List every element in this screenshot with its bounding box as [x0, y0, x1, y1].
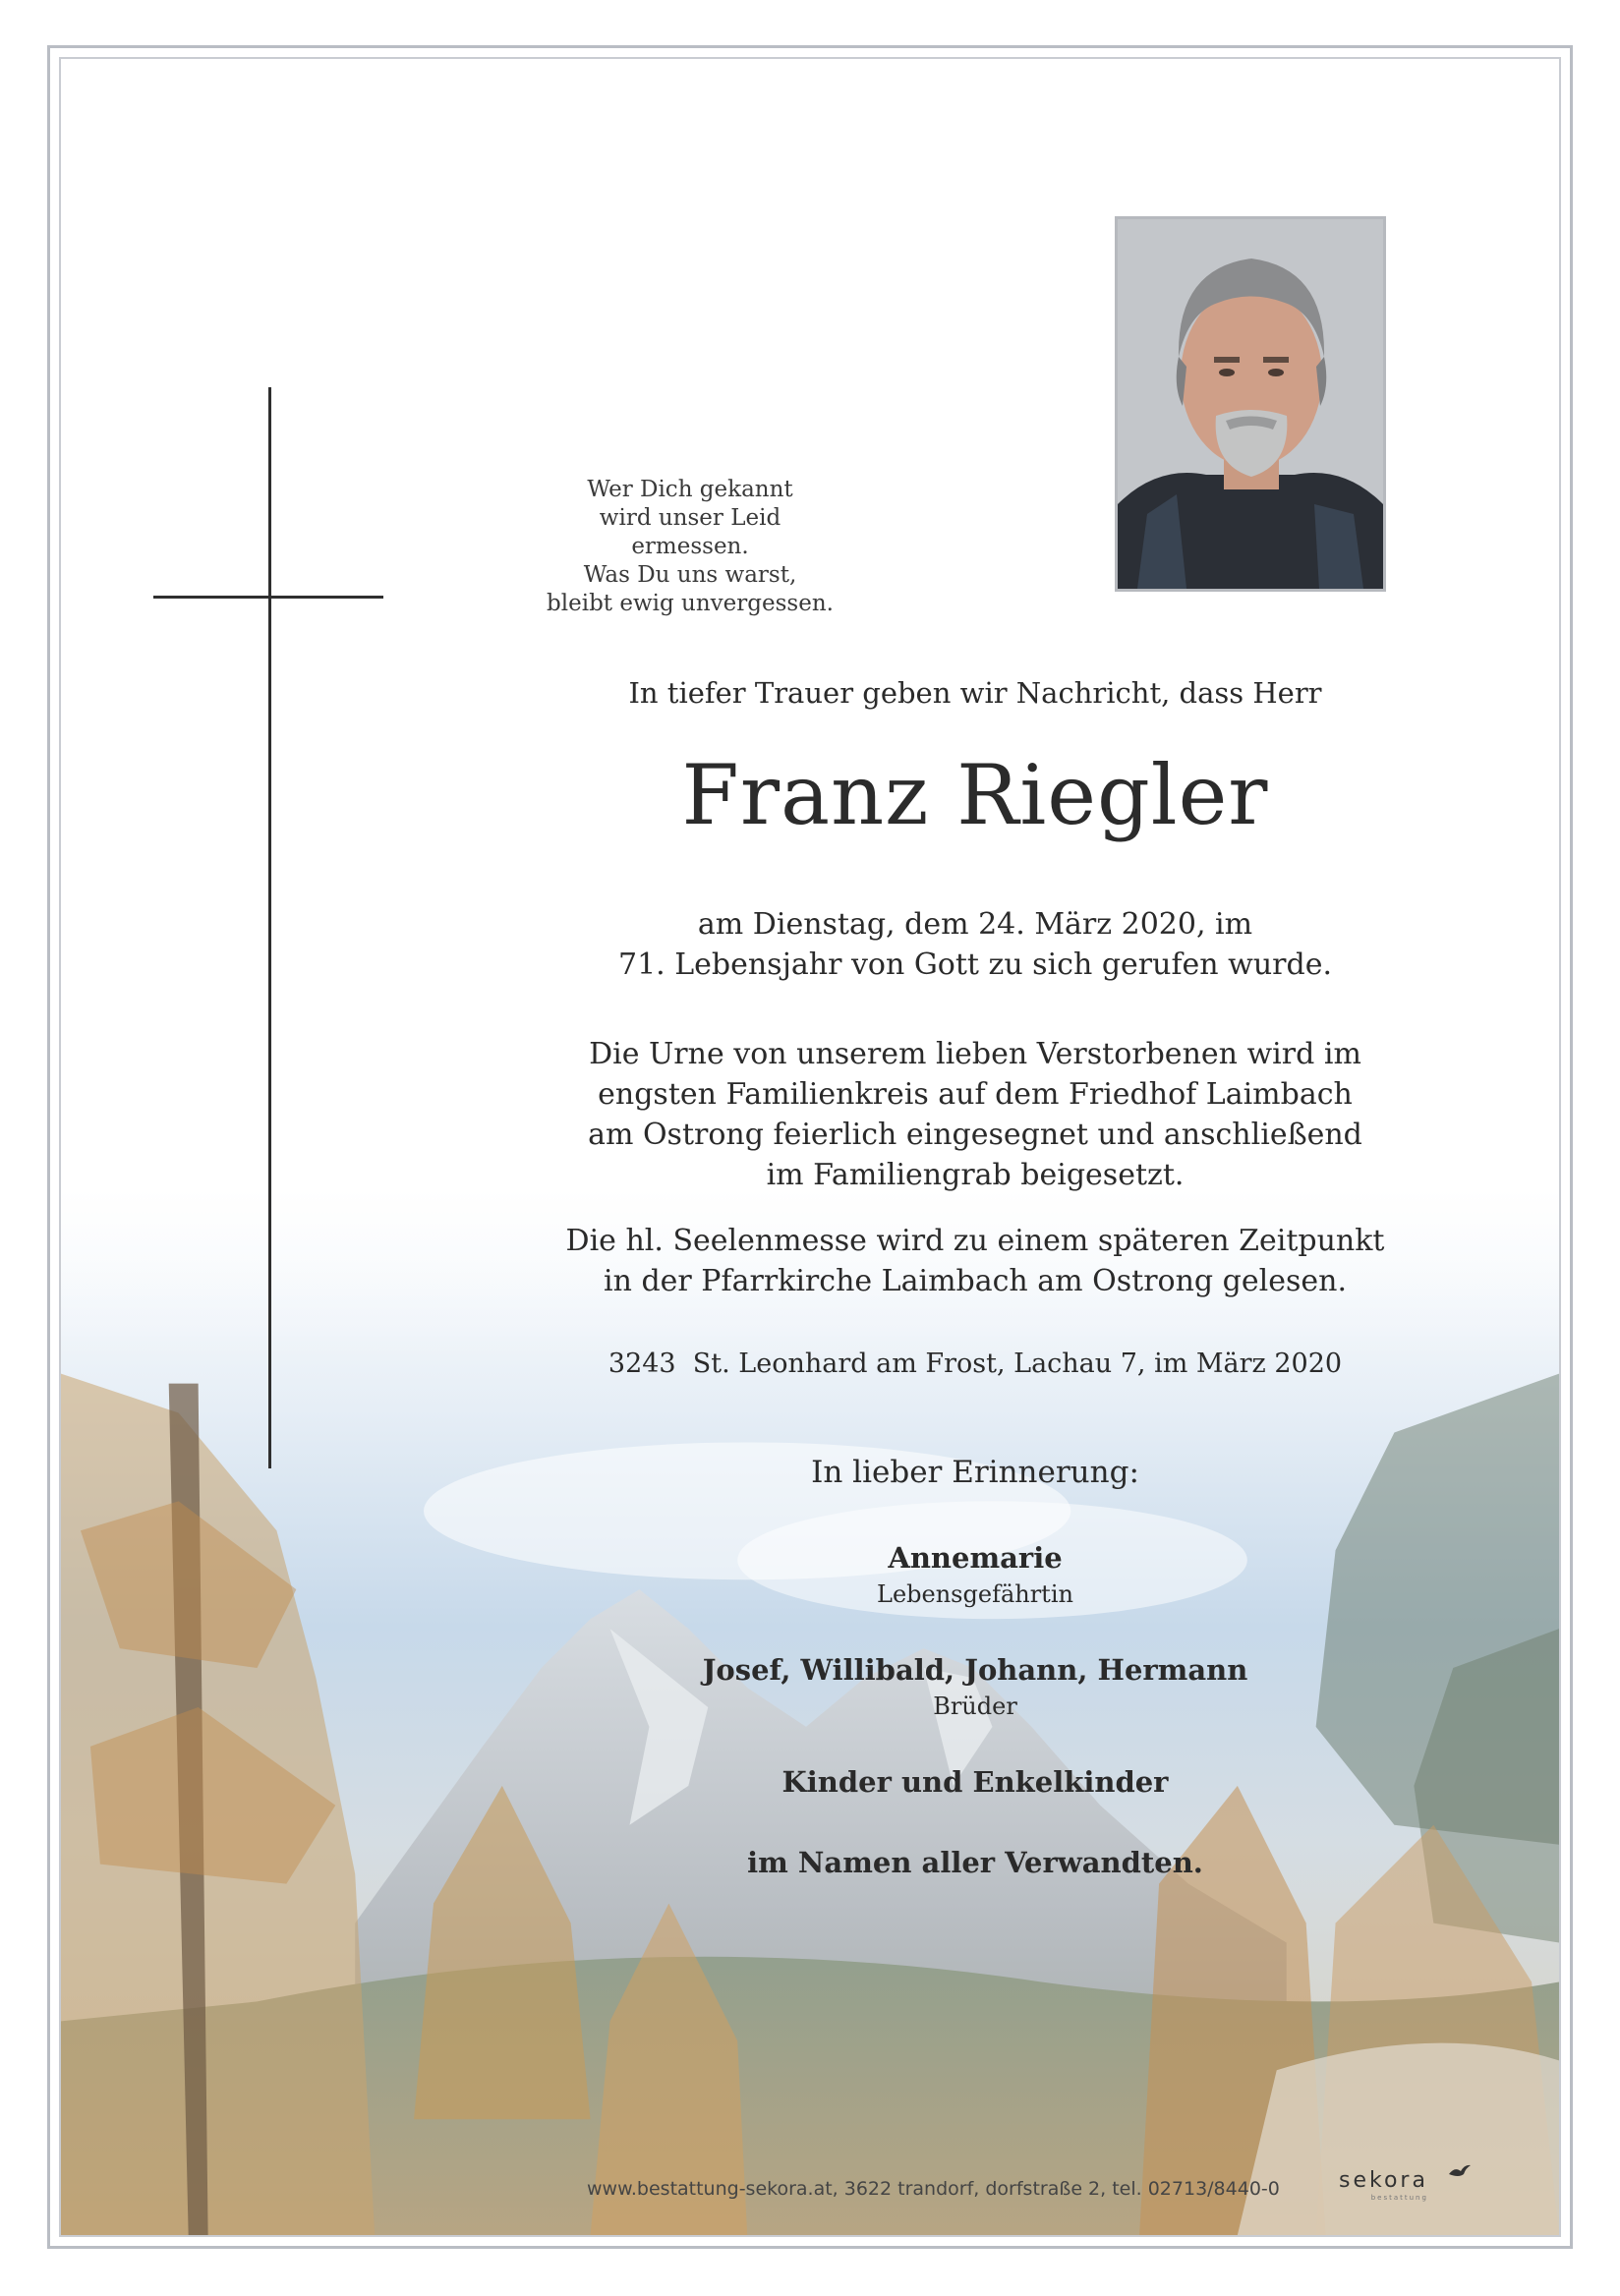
burial-line: engsten Familienkreis auf dem Friedhof Laimbach: [598, 1077, 1353, 1112]
burial-line: Die Urne von unserem lieben Verstorbenen wird im: [589, 1037, 1361, 1071]
mass-line: in der Pfarrkirche Laimbach am Ostrong gelesen.: [604, 1264, 1347, 1298]
cross-icon: [268, 387, 271, 1468]
mourners-heading: In lieber Erinnerung:: [811, 1455, 1139, 1490]
announcement-intro: In tiefer Trauer geben wir Nachricht, dass Herr: [628, 676, 1322, 710]
death-line: 71. Lebensjahr von Gott zu sich gerufen wurde.: [617, 947, 1332, 982]
death-notice: [533, 904, 1418, 985]
verse-line: wird unser Leid ermessen.: [599, 505, 781, 559]
verse-line: Wer Dich gekannt: [587, 477, 793, 502]
cross-icon-bar: [153, 596, 383, 599]
deceased-name: Franz Riegler: [681, 747, 1269, 843]
mourner-role: Lebensgefährtin: [877, 1580, 1073, 1608]
mourner-name: Josef, Willibald, Johann, Hermann: [702, 1653, 1248, 1687]
mourner-name: im Namen aller Verwandten.: [747, 1846, 1203, 1879]
sekora-logo: [1339, 2168, 1428, 2202]
memorial-verse: [543, 476, 838, 618]
mourner-name: Kinder und Enkelkinder: [781, 1765, 1169, 1799]
burial-line: im Familiengrab beigesetzt.: [766, 1158, 1185, 1192]
mass-notice: [533, 1221, 1418, 1301]
logo-subtitle: bestattung: [1370, 2194, 1428, 2202]
verse-line: Was Du uns warst,: [583, 562, 797, 588]
notice-page: [59, 57, 1561, 2237]
portrait-image: [1118, 219, 1383, 589]
logo-text: sekora: [1339, 2168, 1428, 2193]
mourner-role: Brüder: [933, 1693, 1017, 1720]
burial-notice: [533, 1034, 1418, 1195]
portrait-photo: [1115, 216, 1386, 592]
mourner-name: Annemarie: [888, 1541, 1063, 1575]
mass-line: Die hl. Seelenmesse wird zu einem späteren Zeitpunkt: [565, 1224, 1385, 1258]
bird-icon: [1447, 2162, 1473, 2180]
footer-contact: www.bestattung-sekora.at, 3622 trandorf, dorfstraße 2, tel. 02713/8440-0: [587, 2178, 1280, 2200]
burial-line: am Ostrong feierlich eingesegnet und anschließend: [588, 1118, 1362, 1152]
verse-line: bleibt ewig unvergessen.: [547, 591, 834, 616]
death-line: am Dienstag, dem 24. März 2020, im: [697, 907, 1253, 942]
place-date: 3243 St. Leonhard am Frost, Lachau 7, im März 2020: [608, 1349, 1343, 1379]
